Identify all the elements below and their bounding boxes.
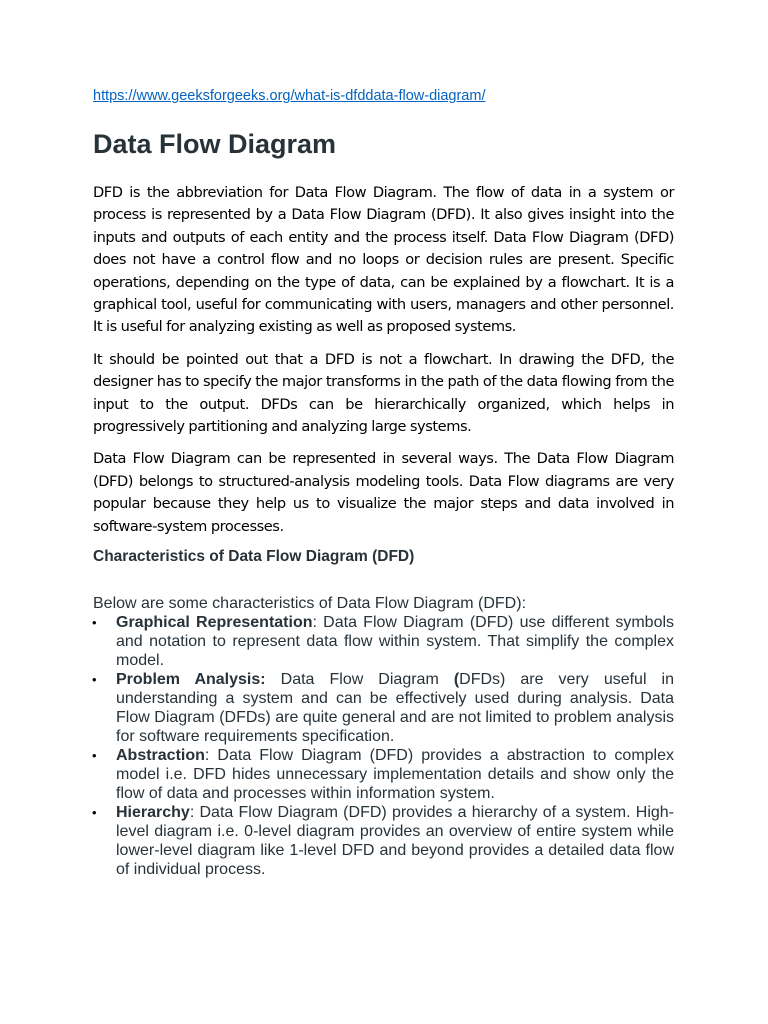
list-item-text: Data Flow Diagram (DFD) use different symbols and notation to represent data flow within system. That simplify the complex model. <box>116 614 675 670</box>
list-item-text-pre: Data Flow Diagram <box>280 671 454 689</box>
source-link[interactable]: https://www.geeksforgeeks.org/what-is-dfddata-flow-diagram/ <box>93 88 486 104</box>
paragraph-2: It should be pointed out that a DFD is not a flowchart. In drawing the DFD, the designer has to specify the major transforms in the path of the data flowing from the input to the output. DFDs can be hierarchically organized, which helps in progressively partitioning and analyzing large systems. <box>93 350 674 436</box>
list-item-text: Data Flow Diagram (DFD) provides a abstraction to complex model i.e. DFD hides unnecessary implementation details and show only the flow of data and processes within information system. <box>116 747 675 803</box>
characteristics-list <box>93 613 674 879</box>
list-item-abstraction <box>93 746 674 803</box>
list-item-separator: : <box>189 804 200 822</box>
bullet-icon: • <box>92 748 97 764</box>
list-item-term: Graphical Representation <box>116 614 313 632</box>
list-item-term: Hierarchy <box>116 804 190 822</box>
bullet-icon: • <box>92 672 97 688</box>
list-item-term: Problem Analysis: <box>116 671 266 689</box>
page-title: Data Flow Diagram <box>93 129 337 159</box>
characteristics-heading: Characteristics of Data Flow Diagram (DFD) <box>93 548 415 566</box>
characteristics-lead: Below are some characteristics of Data Flow Diagram (DFD): <box>93 595 527 613</box>
list-item-text: DFDs) are very useful in understanding a system and can be effectively used during analysis. Data Flow Diagram (DFDs) are quite general and are not limited to problem analysis for software requirements specification. <box>116 671 675 746</box>
list-item-text: Data Flow Diagram (DFD) provides a hierarchy of a system. High- level diagram i.e. 0-level diagram provides an overview of entire system while lower-level diagram like 1-level DFD and beyond provides a detailed data flow of individual process. <box>116 804 675 879</box>
bullet-icon: • <box>92 615 97 631</box>
list-item-hierarchy <box>93 803 674 879</box>
intro-section <box>93 182 674 538</box>
paragraph-1: DFD is the abbreviation for Data Flow Diagram. The flow of data in a system or process is represented by a Data Flow Diagram (DFD). It also gives insight into the inputs and outputs of each entity and the process itself. Data Flow Diagram (DFD) does not have a control flow and no loops or decision rules are present. Specific operations, depending on the type of data, can be explained by a flowchart. It is a graphical tool, useful for communicating with users, managers and other personnel. It is useful for analyzing existing as well as proposed systems. <box>93 184 674 336</box>
paragraph-3: Data Flow Diagram can be represented in several ways. The Data Flow Diagram (DFD) belongs to structured-analysis modeling tools. Data Flow diagrams are very popular because they help us to visualize the major steps and data involved in software-system processes. <box>93 450 674 535</box>
list-item-term: Abstraction <box>116 747 205 765</box>
list-item-paren: ( <box>453 671 460 689</box>
list-item-graphical-representation <box>93 613 674 670</box>
list-item-separator: : <box>312 614 324 632</box>
list-item-separator: : <box>204 747 218 765</box>
document-page <box>93 86 674 879</box>
bullet-icon: • <box>92 805 97 821</box>
list-item-separator <box>266 671 281 688</box>
list-item-problem-analysis <box>93 670 674 746</box>
